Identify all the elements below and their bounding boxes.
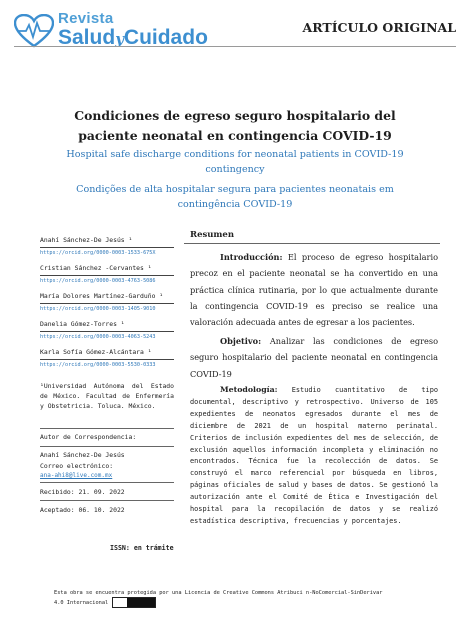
abstract-methodology: Metodología: Estudio cuantitativo de tipo documental, descriptivo y retrospectivo. Universo de 105 expedientes de neonatos egresados durante el mes de diciembre de 2021 de un hospital materno perinatal. Criterios de inclusión expedientes del mes de selección, de exclusión aquellos información incompleta y eliminación no encontrados. Técnica fue la recolección de datos. Se construyó el marco referencial por búsqueda en libros, páginas oficiales de salud y bases de datos. Se gestionó la autorización ante el Comité de Ética e Investigación del hospital para la recopilación de datos y se realizó estadística descriptiva, frecuencias y porcentajes.	[190, 385, 438, 525]
orcid-link[interactable]: https://orcid.org/0000-0003-1533-675X	[40, 247, 174, 258]
author-info-column	[40, 236, 174, 576]
title-portuguese: Condições de alta hospitalar segura para pacientes neonatais em contingência COVID-19	[76, 184, 394, 210]
journal-name-line1: Revista	[58, 10, 114, 27]
author-entry: Karla Sofía Gómez-Alcántara ¹ https://orcid.org/0000-0003-5530-0333	[40, 348, 174, 370]
orcid-link[interactable]: https://orcid.org/0000-0003-4763-5086	[40, 275, 174, 286]
header-divider	[14, 46, 456, 47]
author-entry: María Dolores Martínez-Garduño ¹ https://orcid.org/0000-0003-1405-9010	[40, 292, 174, 314]
license-notice: Esta obra se encuentra protegida por una Licencia de Creative Commons Atribuci n-NoComercial-SinDerivar 4.0 Internacional	[54, 590, 383, 606]
affiliation: ¹Universidad Autónoma del Estado de México. Facultad de Enfermería y Obstetricia. Toluca. México.	[40, 382, 174, 410]
creative-commons-badge-icon[interactable]	[112, 597, 156, 608]
email-link[interactable]: ana-ahi8@live.com.mx	[40, 472, 113, 479]
correspondence-divider	[40, 446, 174, 447]
correspondence-label: Autor de Correspondencia:	[40, 433, 137, 441]
abstract-objective: Objetivo: Analizar las condiciones de egreso seguro hospitalario del paciente neonatal en contingencia COVID-19	[190, 336, 438, 379]
received-date: Recibido: 21. 09. 2022	[40, 488, 125, 496]
abstract-divider	[184, 243, 440, 244]
correspondence-name: Anahí Sánchez-De Jesús	[40, 451, 125, 459]
journal-logo	[14, 10, 244, 58]
orcid-link[interactable]: https://orcid.org/0000-0003-5530-0333	[40, 359, 174, 370]
email-divider	[40, 482, 174, 483]
title-english: Hospital safe discharge conditions for neonatal patients in COVID-19 contingency	[66, 149, 404, 175]
abstract-heading: Resumen	[190, 230, 235, 240]
author-entry: Cristian Sánchez -Cervantes ¹ https://orcid.org/0000-0003-4763-5086	[40, 264, 174, 286]
issn: ISSN: en trámite	[110, 544, 174, 552]
orcid-link[interactable]: https://orcid.org/0000-0003-1405-9010	[40, 303, 174, 314]
author-entry: Danelia Gómez-Torres ¹ https://orcid.org/0000-0003-4063-5243	[40, 320, 174, 342]
abstract-introduction: Introducción: El proceso de egreso hospitalario precoz en el paciente neonatal se ha convertido en una práctica clínica rutinaria, por lo que actualmente durante la contingencia COVID-19 es preciso se realice una valoración adecuada antes de egresar a los pacientes.	[190, 252, 438, 328]
heart-pulse-icon	[14, 14, 54, 48]
author-entry: Anahí Sánchez-De Jesús ¹ https://orcid.org/0000-0003-1533-675X	[40, 236, 174, 258]
orcid-link[interactable]: https://orcid.org/0000-0003-4063-5243	[40, 331, 174, 342]
affiliation-divider	[40, 428, 174, 429]
dates-divider	[40, 500, 174, 501]
journal-name-line2: SaludyCuidado	[58, 26, 208, 49]
article-section-label: ARTÍCULO ORIGINAL	[302, 20, 456, 35]
email-label: Correo electrónico:	[40, 462, 114, 470]
article-title: Condiciones de egreso seguro hospitalario del paciente neonatal en contingencia COVID-19	[74, 108, 396, 143]
accepted-date: Aceptado: 06. 10. 2022	[40, 506, 125, 514]
